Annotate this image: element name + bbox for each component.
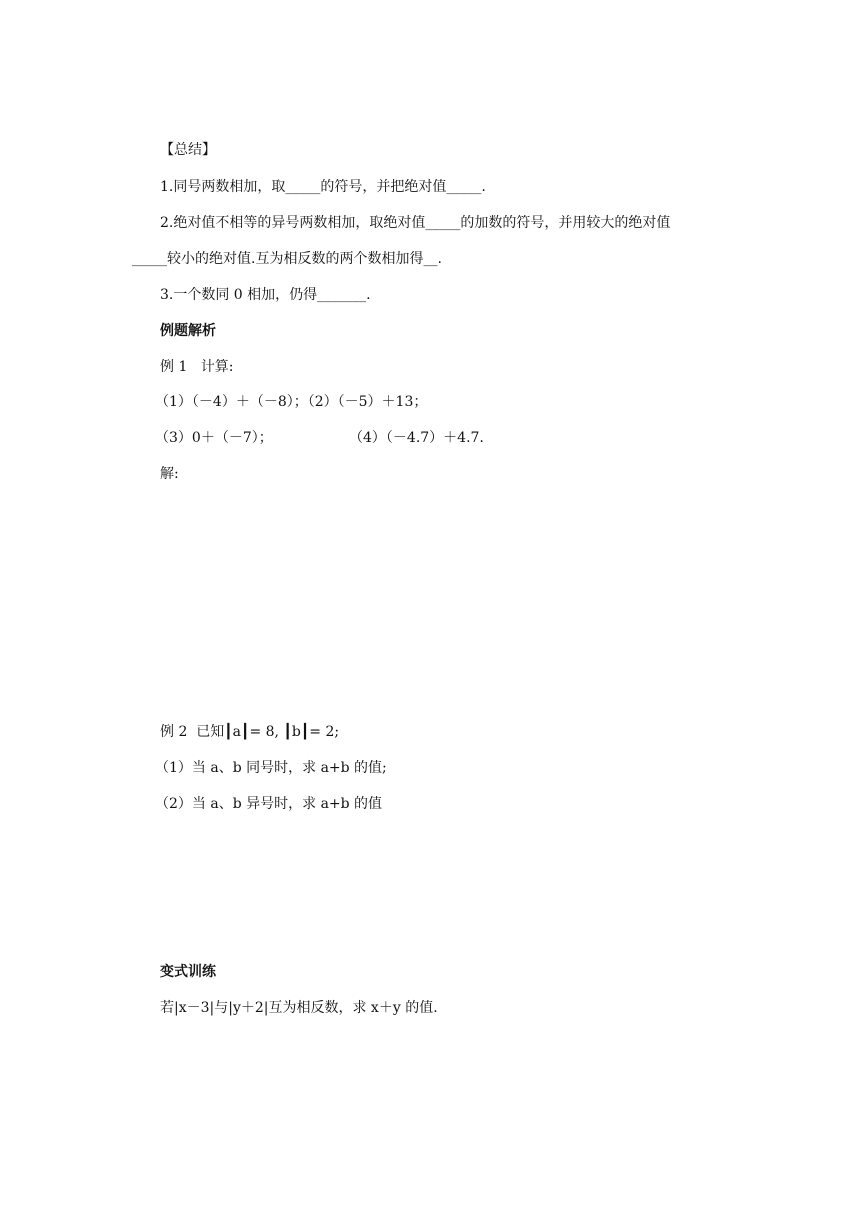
summary-item-2-line-1: 2.绝对值不相等的异号两数相加，取绝对值_____的加数的符号，并用较大的绝对值 <box>160 215 671 231</box>
summary-item-2-line-2: _____较小的绝对值.互为相反数的两个数相加得__. <box>132 251 442 267</box>
example-2-question-2: （2）当 a、b 异号时，求 a+b 的值 <box>155 796 383 812</box>
summary-heading: 【总结】 <box>160 142 216 158</box>
example-2-question-1: （1）当 a、b 同号时，求 a+b 的值; <box>155 760 387 776</box>
examples-heading: 例题解析 <box>160 323 216 339</box>
example-1-row-2-part-a: （3）0＋（－7）； <box>155 430 273 446</box>
practice-heading: 变式训练 <box>160 964 216 980</box>
summary-item-3: 3.一个数同 0 相加，仍得_______. <box>160 287 371 303</box>
example-1-title: 例 1 计算: <box>160 359 234 375</box>
example-1-row-1: （1）（－4）＋（－8）；（2）（－5）＋13； <box>155 394 428 410</box>
summary-item-1: 1.同号两数相加，取_____的符号，并把绝对值_____. <box>160 179 486 195</box>
practice-problem: 若|x－3|与|y＋2|互为相反数，求 x＋y 的值. <box>160 1000 438 1016</box>
example-2-title: 例 2 已知┃a┃= 8, ┃b┃= 2; <box>160 724 340 740</box>
example-1-row-2-part-b: （4）（－4.7）＋4.7. <box>349 430 484 446</box>
example-1-answer-label: 解: <box>160 466 179 482</box>
